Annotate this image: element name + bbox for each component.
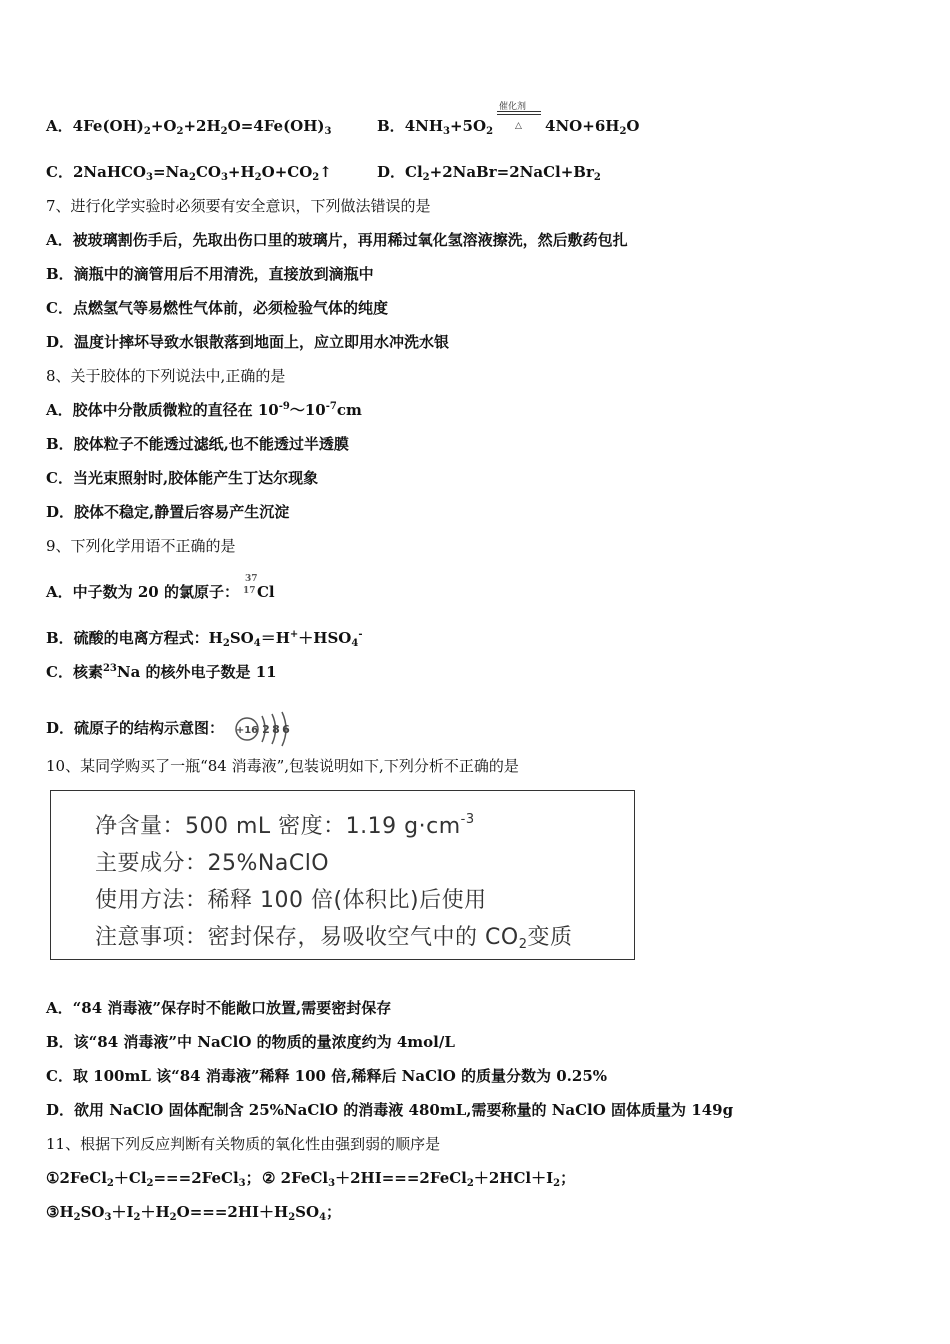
label-notes: 注意事项：密封保存，易吸收空气中的 $CO_2$变质 <box>95 925 573 952</box>
catalyst-condition: 催化剂 △ <box>497 117 541 137</box>
q10-option-d: D．欲用 NaClO 固体配制含 25%NaClO 的消毒液 480mL,需要称量的 NaClO 固体质量为 149g <box>46 1101 734 1119</box>
q7-option-a: A．被玻璃割伤手后，先取出伤口里的玻璃片，再用稀过氧化氢溶液擦洗，然后敷药包扎 <box>46 231 628 249</box>
nucleus-charge: +16 <box>236 725 259 736</box>
q8-option-d: D．胶体不稳定,静置后容易产生沉淀 <box>46 503 290 521</box>
sulfur-atom-structure-diagram <box>233 708 299 750</box>
q10-option-a: A．“84 消毒液”保存时不能敞口放置,需要密封保存 <box>46 999 392 1017</box>
q8-question: 8、关于胶体的下列说法中,正确的是 <box>46 367 286 385</box>
label-usage: 使用方法：稀释 100 倍(体积比)后使用 <box>95 888 487 913</box>
q10-option-c: C．取 100mL 该“84 消毒液”稀释 100 倍,稀释后 NaClO 的质量分数为 0.25% <box>46 1067 608 1085</box>
q7-option-b: B．滴瓶中的滴管用后不用清洗，直接放到滴瓶中 <box>46 265 374 283</box>
q9-option-c: C．核素$^{23}$Na 的核外电子数是 11 <box>46 663 277 681</box>
shell-count-2: 8 <box>272 723 281 736</box>
q11-reaction-2: ② $2FeCl_3+2HI===2FeCl_2+2HCl+I_2$； <box>262 1169 576 1189</box>
shell-count-3: 6 <box>282 723 291 736</box>
q6-option-c: C．$2NaHCO_3=Na_2CO_3+H_2O+CO_2↑$ <box>46 163 332 183</box>
q10-question: 10、某同学购买了一瓶“84 消毒液”,包装说明如下,下列分析不正确的是 <box>46 757 519 775</box>
label-main-ingredient: 主要成分：25%NaClO <box>95 851 330 876</box>
q9-option-d: D．硫原子的结构示意图： +16 2 8 6 <box>46 708 299 750</box>
q8-option-a: A．胶体中分散质微粒的直径在 $10^{-9}\sim 10^{-7}cm$ <box>46 401 362 419</box>
q10-option-b: B．该“84 消毒液”中 NaClO 的物质的量浓度约为 4mol/L <box>46 1033 455 1051</box>
q6-option-d: D．$Cl_2+2NaBr=2NaCl+Br_2$ <box>377 163 601 183</box>
q9-option-b: B．硫酸的电离方程式：$H_2SO_4=H^++HSO_4^-$ <box>46 629 363 649</box>
q8-option-c: C．当光束照射时,胶体能产生丁达尔现象 <box>46 469 319 487</box>
q6-option-b: B．$4NH_3+5O_2$ 催化剂 △ $4NO+6H_2O$ <box>377 102 640 137</box>
q8-option-b: B．胶体粒子不能透过滤纸,也不能透过半透膜 <box>46 435 349 453</box>
q7-option-d: D．温度计摔坏导致水银散落到地面上，应立即用水冲洗水银 <box>46 333 450 351</box>
q9-option-a: A．中子数为 20 的氯原子： 37 17 Cl <box>46 574 275 601</box>
q7-option-c: C．点燃氢气等易燃性气体前，必须检验气体的纯度 <box>46 299 388 317</box>
q6-option-a: A．$4Fe(OH)_2+O_2+2H_2O=4Fe(OH)_3$ <box>46 117 332 137</box>
label-net-content: 净含量：500 mL 密度：1.19 $g\cdot cm^{-3}$ <box>95 812 475 839</box>
q11-reaction-3: $③H_2SO_3+I_2+H_2O===2HI+H_2SO_4$； <box>46 1203 342 1223</box>
q11-question: 11、根据下列反应判断有关物质的氧化性由强到弱的顺序是 <box>46 1135 441 1153</box>
q11-reaction-1: $①2FeCl_2+Cl_2===2FeCl_3$； <box>46 1169 261 1189</box>
q7-question: 7、进行化学实验时必须要有安全意识，下列做法错误的是 <box>46 197 431 215</box>
nuclide-notation: 37 17 <box>242 574 258 596</box>
shell-count-1: 2 <box>262 723 271 736</box>
disinfectant-label-box <box>50 790 635 960</box>
q9-question: 9、下列化学用语不正确的是 <box>46 537 236 555</box>
